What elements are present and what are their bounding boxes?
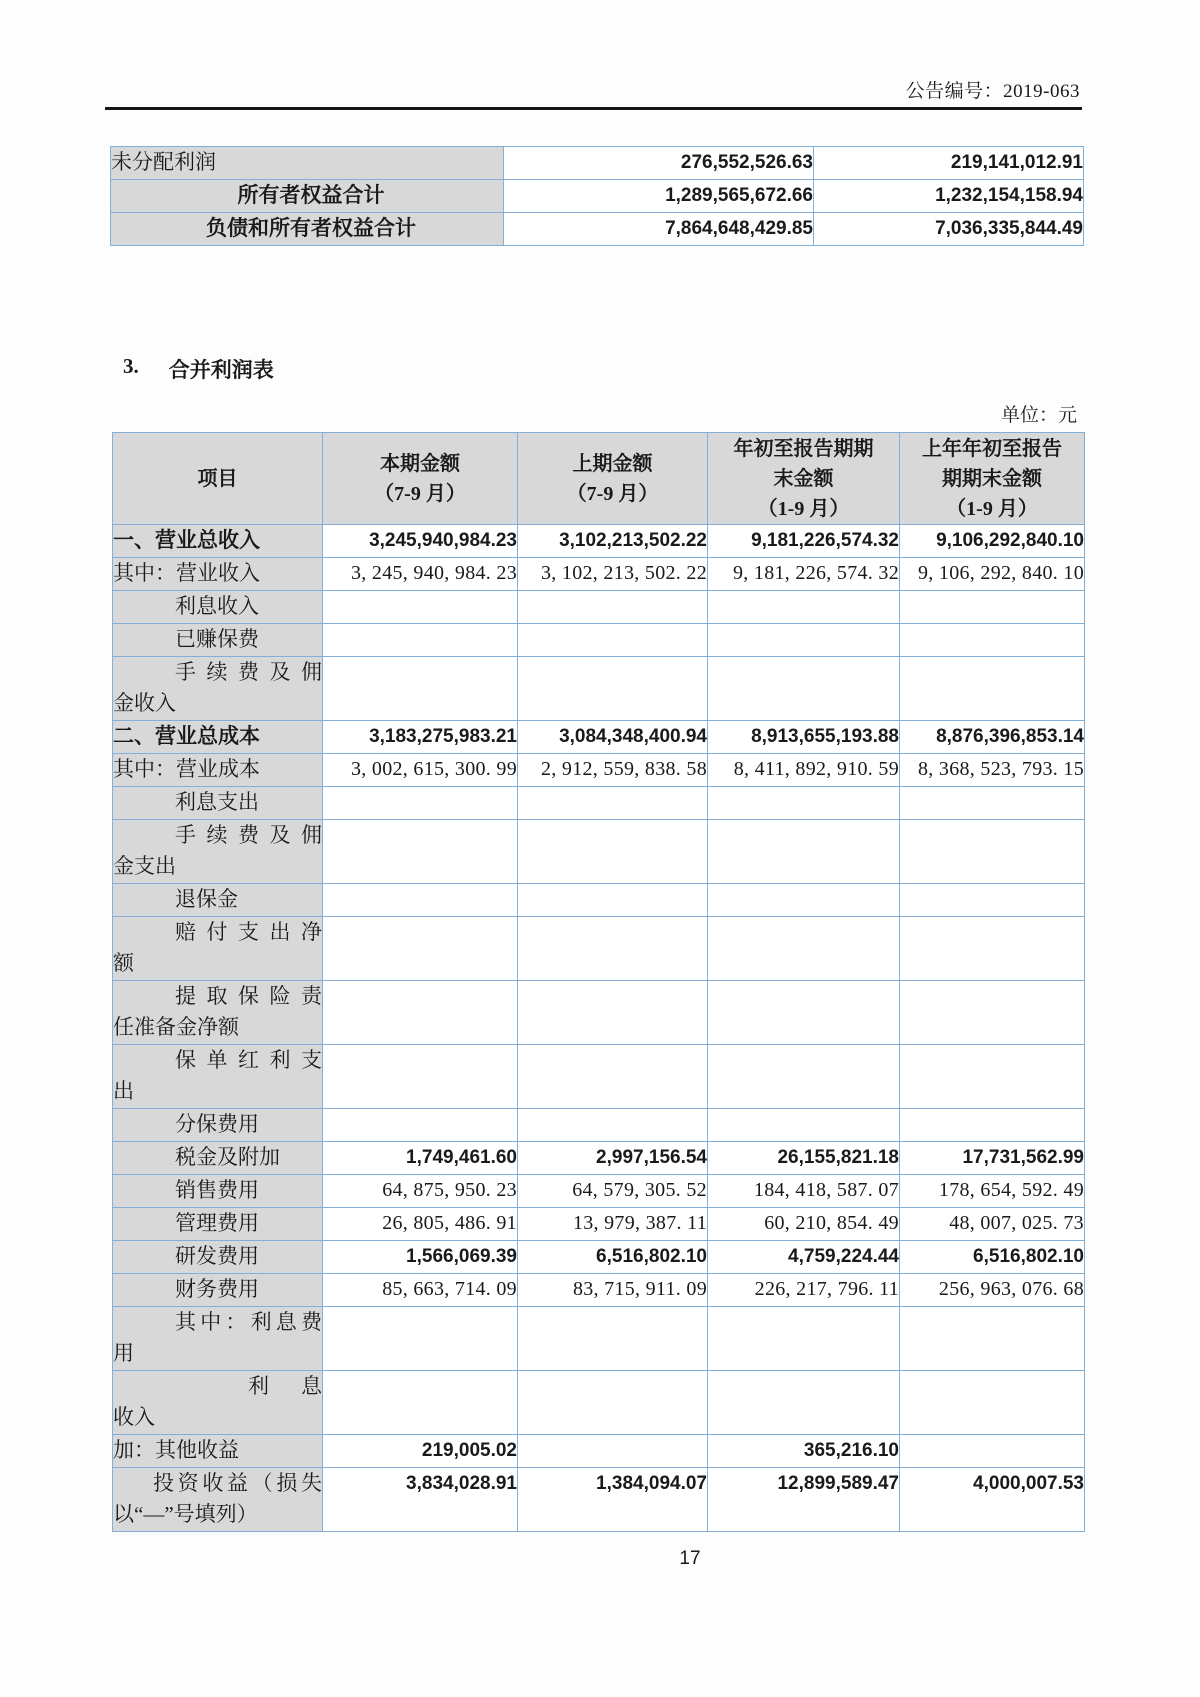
value-cell: [708, 917, 900, 981]
header-rule: [105, 107, 1082, 110]
value-cell: 2, 912, 559, 838. 58: [518, 754, 708, 787]
equity-table-body: [111, 147, 1084, 246]
row-label: 赔付支出净 额: [113, 917, 323, 981]
table-row: [113, 525, 1085, 558]
value-cell: 8,876,396,853.14: [900, 721, 1085, 754]
row-label: 销售费用: [113, 1175, 323, 1208]
value-cell: 7,036,335,844.49: [814, 213, 1084, 246]
value-cell: 365,216.10: [708, 1435, 900, 1468]
value-cell: [518, 1307, 708, 1371]
page-number: 17: [679, 1548, 701, 1569]
value-cell: [518, 820, 708, 884]
row-label: 管理费用: [113, 1208, 323, 1241]
value-cell: [323, 1371, 518, 1435]
table-row: [111, 213, 1084, 246]
row-label: 未分配利润: [111, 147, 504, 180]
table-row: [113, 981, 1085, 1045]
row-label: 利息 收入: [113, 1371, 323, 1435]
value-cell: [518, 1045, 708, 1109]
income-table-body: [113, 525, 1085, 1532]
value-cell: [518, 917, 708, 981]
section-title: 合并利润表: [168, 358, 274, 382]
equity-table: [110, 146, 1084, 246]
row-label: 投资收益（损失 以“—”号填列）: [113, 1468, 323, 1532]
value-cell: [323, 917, 518, 981]
value-cell: 26,155,821.18: [708, 1142, 900, 1175]
value-cell: [900, 591, 1085, 624]
value-cell: 276,552,526.63: [504, 147, 814, 180]
value-cell: 219,005.02: [323, 1435, 518, 1468]
row-label: 手续费及佣 金支出: [113, 820, 323, 884]
value-cell: [900, 624, 1085, 657]
value-cell: [900, 917, 1085, 981]
table-row: [113, 754, 1085, 787]
value-cell: 9,106,292,840.10: [900, 525, 1085, 558]
value-cell: 3,834,028.91: [323, 1468, 518, 1532]
value-cell: 3,183,275,983.21: [323, 721, 518, 754]
value-cell: 4,000,007.53: [900, 1468, 1085, 1532]
row-label: 二、营业总成本: [113, 721, 323, 754]
table-row: [113, 1142, 1085, 1175]
value-cell: 12,899,589.47: [708, 1468, 900, 1532]
value-cell: 9, 181, 226, 574. 32: [708, 558, 900, 591]
value-cell: [900, 1045, 1085, 1109]
row-label: 提取保险责 任准备金净额: [113, 981, 323, 1045]
row-label: 其中：营业成本: [113, 754, 323, 787]
row-label: 财务费用: [113, 1274, 323, 1307]
value-cell: [708, 981, 900, 1045]
value-cell: [900, 787, 1085, 820]
value-cell: 8, 368, 523, 793. 15: [900, 754, 1085, 787]
row-label: 研发费用: [113, 1241, 323, 1274]
value-cell: 6,516,802.10: [900, 1241, 1085, 1274]
value-cell: [518, 624, 708, 657]
value-cell: [900, 884, 1085, 917]
value-cell: [900, 1109, 1085, 1142]
row-label: 保单红利支 出: [113, 1045, 323, 1109]
row-label: 加：其他收益: [113, 1435, 323, 1468]
value-cell: [900, 1307, 1085, 1371]
value-cell: 3,084,348,400.94: [518, 721, 708, 754]
income-table-header-row: [113, 433, 1085, 525]
row-label: 其中：营业收入: [113, 558, 323, 591]
section-heading: [123, 354, 274, 384]
value-cell: [708, 787, 900, 820]
row-label: 一、营业总收入: [113, 525, 323, 558]
table-row: [113, 721, 1085, 754]
table-row: [113, 558, 1085, 591]
doc-number: 公告编号：2019-063: [905, 81, 1080, 102]
column-header: 上年年初至报告 期期末金额 （1-9 月）: [900, 433, 1085, 525]
value-cell: [708, 1371, 900, 1435]
table-row: [113, 1175, 1085, 1208]
table-row: [113, 591, 1085, 624]
value-cell: 60, 210, 854. 49: [708, 1208, 900, 1241]
table-row: [113, 1109, 1085, 1142]
unit-label: 单位：元: [1000, 405, 1077, 426]
row-label: 已赚保费: [113, 624, 323, 657]
value-cell: [323, 981, 518, 1045]
value-cell: 85, 663, 714. 09: [323, 1274, 518, 1307]
table-row: [113, 1208, 1085, 1241]
value-cell: 1,289,565,672.66: [504, 180, 814, 213]
value-cell: [518, 981, 708, 1045]
table-row: [113, 1274, 1085, 1307]
value-cell: 2,997,156.54: [518, 1142, 708, 1175]
value-cell: 1,232,154,158.94: [814, 180, 1084, 213]
value-cell: 83, 715, 911. 09: [518, 1274, 708, 1307]
row-label: 手续费及佣 金收入: [113, 657, 323, 721]
row-label: 利息支出: [113, 787, 323, 820]
value-cell: [708, 624, 900, 657]
row-label: 分保费用: [113, 1109, 323, 1142]
row-label: 其中：利息费 用: [113, 1307, 323, 1371]
value-cell: 64, 579, 305. 52: [518, 1175, 708, 1208]
table-row: [113, 917, 1085, 981]
value-cell: 17,731,562.99: [900, 1142, 1085, 1175]
table-row: [113, 1241, 1085, 1274]
value-cell: [323, 1307, 518, 1371]
value-cell: [900, 1371, 1085, 1435]
value-cell: 6,516,802.10: [518, 1241, 708, 1274]
value-cell: [900, 657, 1085, 721]
value-cell: [323, 820, 518, 884]
value-cell: 48, 007, 025. 73: [900, 1208, 1085, 1241]
value-cell: 64, 875, 950. 23: [323, 1175, 518, 1208]
value-cell: [518, 1371, 708, 1435]
value-cell: [323, 624, 518, 657]
value-cell: [708, 1109, 900, 1142]
value-cell: 3, 245, 940, 984. 23: [323, 558, 518, 591]
row-label: 税金及附加: [113, 1142, 323, 1175]
value-cell: [708, 657, 900, 721]
table-row: [113, 657, 1085, 721]
value-cell: [708, 1307, 900, 1371]
value-cell: 178, 654, 592. 49: [900, 1175, 1085, 1208]
row-label: 退保金: [113, 884, 323, 917]
value-cell: [708, 1045, 900, 1109]
value-cell: [518, 1435, 708, 1468]
value-cell: [323, 787, 518, 820]
value-cell: 13, 979, 387. 11: [518, 1208, 708, 1241]
section-number: 3.: [123, 354, 139, 378]
value-cell: 3, 002, 615, 300. 99: [323, 754, 518, 787]
value-cell: [323, 657, 518, 721]
value-cell: 256, 963, 076. 68: [900, 1274, 1085, 1307]
row-label: 负债和所有者权益合计: [111, 213, 504, 246]
value-cell: [708, 884, 900, 917]
value-cell: [900, 1435, 1085, 1468]
value-cell: [518, 884, 708, 917]
value-cell: 26, 805, 486. 91: [323, 1208, 518, 1241]
value-cell: [323, 591, 518, 624]
column-header: 项目: [113, 433, 323, 525]
value-cell: 4,759,224.44: [708, 1241, 900, 1274]
value-cell: 8, 411, 892, 910. 59: [708, 754, 900, 787]
table-row: [113, 1371, 1085, 1435]
value-cell: [323, 884, 518, 917]
value-cell: 7,864,648,429.85: [504, 213, 814, 246]
value-cell: [900, 820, 1085, 884]
table-row: [113, 1468, 1085, 1532]
value-cell: [323, 1109, 518, 1142]
value-cell: 3, 102, 213, 502. 22: [518, 558, 708, 591]
value-cell: [518, 657, 708, 721]
table-row: [113, 1307, 1085, 1371]
value-cell: 219,141,012.91: [814, 147, 1084, 180]
value-cell: [323, 1045, 518, 1109]
value-cell: [708, 591, 900, 624]
table-row: [111, 147, 1084, 180]
table-row: [113, 820, 1085, 884]
table-row: [111, 180, 1084, 213]
value-cell: 1,566,069.39: [323, 1241, 518, 1274]
value-cell: [518, 1109, 708, 1142]
table-row: [113, 884, 1085, 917]
value-cell: 184, 418, 587. 07: [708, 1175, 900, 1208]
value-cell: [518, 787, 708, 820]
value-cell: 1,749,461.60: [323, 1142, 518, 1175]
table-row: [113, 1435, 1085, 1468]
value-cell: 226, 217, 796. 11: [708, 1274, 900, 1307]
value-cell: 8,913,655,193.88: [708, 721, 900, 754]
table-row: [113, 1045, 1085, 1109]
value-cell: [900, 981, 1085, 1045]
value-cell: 9, 106, 292, 840. 10: [900, 558, 1085, 591]
income-table: [112, 432, 1085, 1532]
column-header: 上期金额 （7-9 月）: [518, 433, 708, 525]
column-header: 年初至报告期期 末金额 （1-9 月）: [708, 433, 900, 525]
value-cell: 1,384,094.07: [518, 1468, 708, 1532]
row-label: 所有者权益合计: [111, 180, 504, 213]
value-cell: [518, 591, 708, 624]
column-header: 本期金额 （7-9 月）: [323, 433, 518, 525]
row-label: 利息收入: [113, 591, 323, 624]
table-row: [113, 624, 1085, 657]
value-cell: [708, 820, 900, 884]
value-cell: 9,181,226,574.32: [708, 525, 900, 558]
value-cell: 3,102,213,502.22: [518, 525, 708, 558]
table-row: [113, 787, 1085, 820]
value-cell: 3,245,940,984.23: [323, 525, 518, 558]
